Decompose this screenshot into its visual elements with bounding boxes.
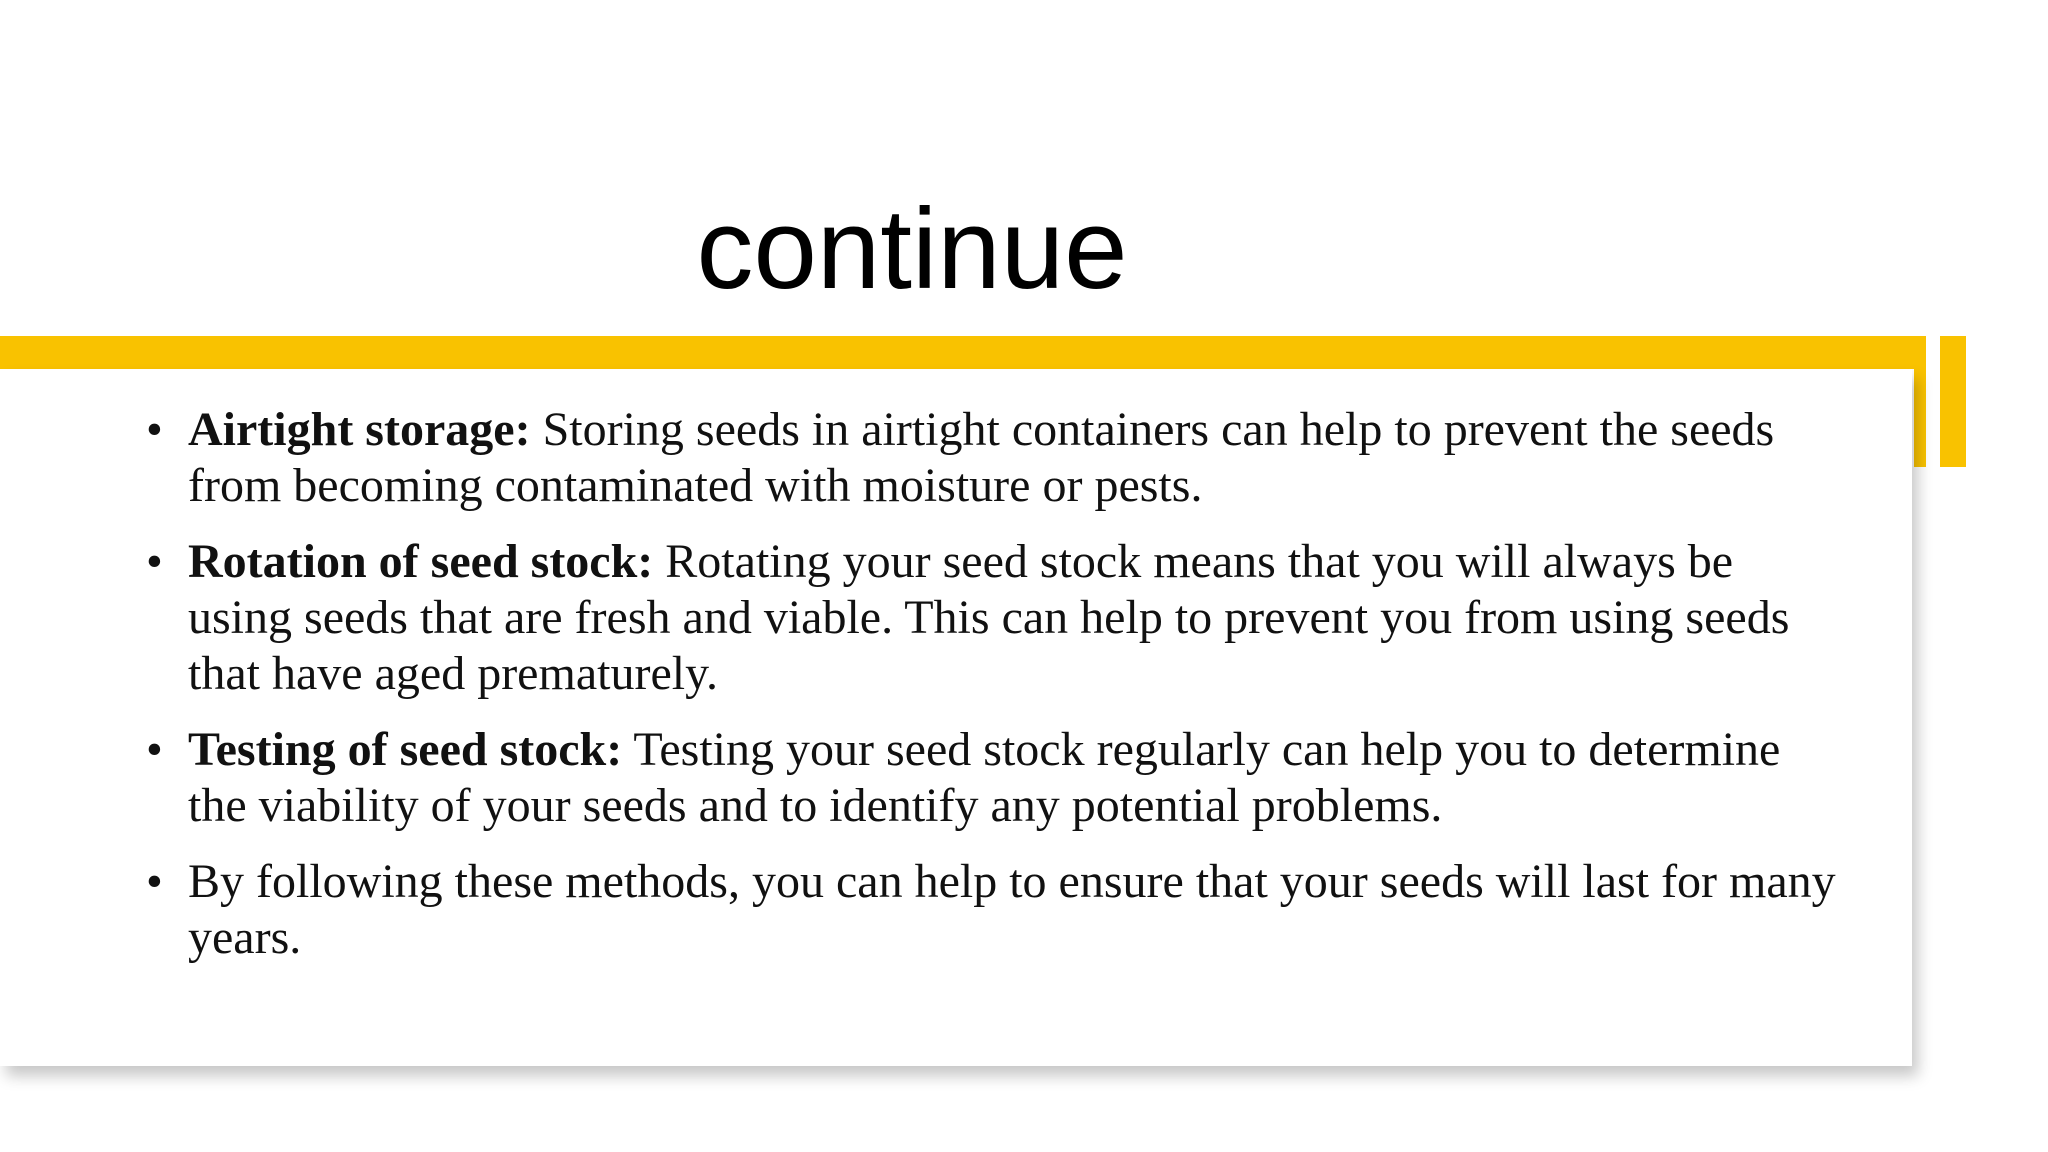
accent-stripe [1940,336,1966,467]
bullet-list [146,402,1846,986]
bullet-text: Storing seeds in airtight containers can help to prevent the seeds from becoming contaminated with moisture or pests. [188,403,1775,512]
bullet-item-testing-of-seed-stock [146,722,1846,834]
bullet-text: Rotating your seed stock means that you will always be using seeds that are fresh and viable. This can help to prevent you from using seeds that have aged prematurely. [188,535,1790,700]
bullet-text: By following these methods, you can help to ensure that your seeds will last for many years. [188,855,1836,964]
bullet-marker: • [146,403,163,456]
slide-title: continue [696,186,1128,313]
bullet-marker: • [146,855,163,908]
bullet-item-airtight-storage [146,402,1846,514]
bullet-term: Testing of seed stock: [188,723,623,776]
bullet-term: Airtight storage: [188,403,531,456]
bullet-item-conclusion [146,854,1846,966]
accent-bar-drop [1914,336,1926,467]
bullet-marker: • [146,723,163,776]
bullet-text: Testing your seed stock regularly can help you to determine the viability of your seeds and to identify any potential problems. [188,723,1781,832]
bullet-marker: • [146,535,163,588]
accent-bar [0,336,1926,369]
bullet-item-rotation-of-seed-stock [146,534,1846,702]
bullet-term: Rotation of seed stock: [188,535,654,588]
